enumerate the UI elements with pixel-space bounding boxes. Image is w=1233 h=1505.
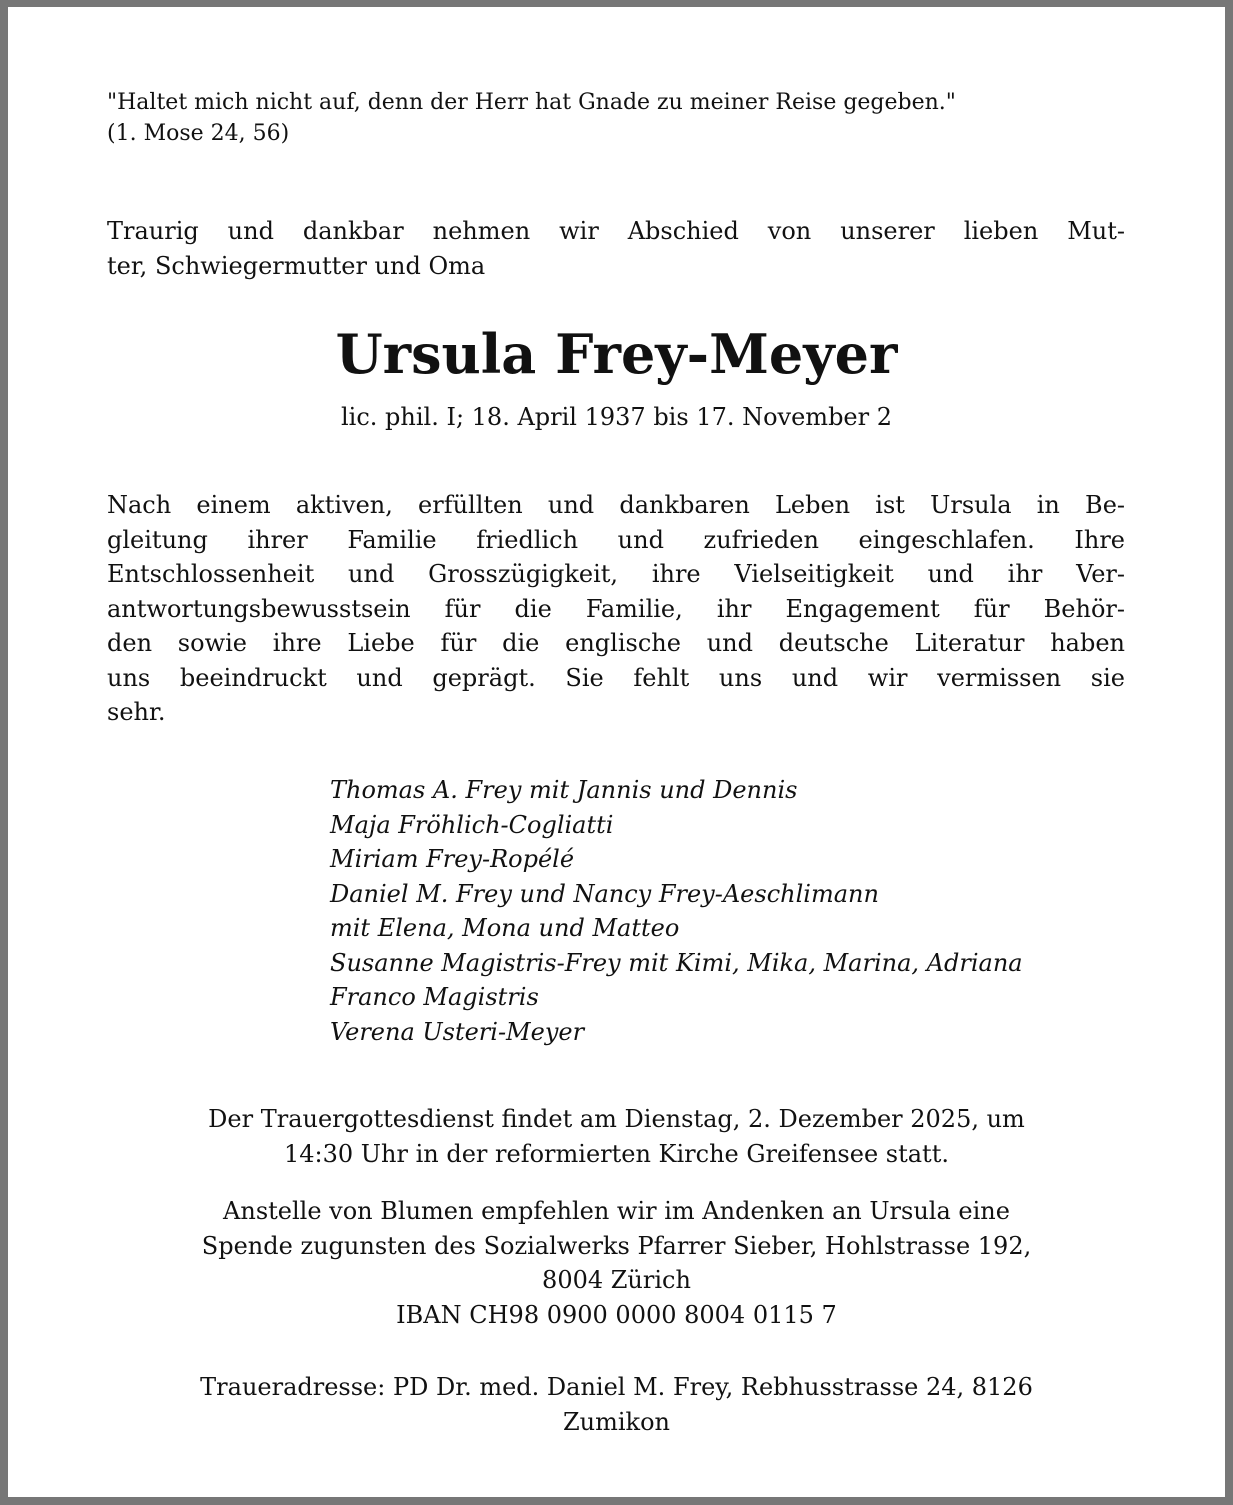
obituary-page bbox=[8, 7, 1225, 1497]
quote-text: "Haltet mich nicht auf, denn der Herr hat Gnade zu meiner Reise gegeben." bbox=[107, 90, 956, 115]
mourners-list bbox=[330, 773, 1023, 1049]
mourner: mit Elena, Mona und Matteo bbox=[330, 914, 680, 942]
tribute-line: sehr. bbox=[107, 698, 166, 726]
intro-line: Traurig und dankbar nehmen wir Abschied von unserer lieben Mut- bbox=[107, 217, 1125, 245]
mourner: Maja Fröhlich-Cogliatti bbox=[330, 810, 614, 839]
mourner: Verena Usteri-Meyer bbox=[330, 1017, 585, 1046]
mourner: Miriam Frey-Ropélé bbox=[330, 845, 575, 873]
tribute-line: den sowie ihre Liebe für die englische und deutsche Literatur haben bbox=[107, 629, 1125, 657]
tribute-line: uns beeindruckt und geprägt. Sie fehlt uns und wir vermissen sie bbox=[107, 663, 1125, 692]
deceased-name: Ursula Frey-Meyer bbox=[335, 322, 898, 386]
service-line: 14:30 Uhr in der reformierten Kirche Greifensee statt. bbox=[284, 1139, 949, 1168]
mourner: Thomas A. Frey mit Jannis und Dennis bbox=[330, 776, 798, 804]
service-info bbox=[8, 1102, 1225, 1171]
intro-line: ter, Schwiegermutter und Oma bbox=[107, 251, 486, 280]
iban: IBAN CH98 0900 0000 8004 0115 7 bbox=[396, 1300, 837, 1329]
mourner: Franco Magistris bbox=[330, 983, 539, 1011]
donation-line: 8004 Zürich bbox=[542, 1266, 691, 1294]
donation-info bbox=[8, 1194, 1225, 1332]
tribute-line: Nach einem aktiven, erfüllten und dankbaren Leben ist Ursula in Be- bbox=[107, 491, 1125, 519]
address-line: Zumikon bbox=[562, 1407, 670, 1436]
bible-quote bbox=[107, 87, 956, 149]
tribute-paragraph bbox=[107, 488, 1125, 730]
donation-line: Anstelle von Blumen empfehlen wir im Andenken an Ursula eine bbox=[223, 1197, 1010, 1225]
life-dates: lic. phil. I; 18. April 1937 bis 17. November 2 bbox=[340, 403, 892, 431]
address-line: Traueradresse: PD Dr. med. Daniel M. Frey, Rebhusstrasse 24, 8126 bbox=[200, 1373, 1033, 1401]
mourning-address bbox=[8, 1370, 1225, 1439]
donation-line: Spende zugunsten des Sozialwerks Pfarrer Sieber, Hohlstrasse 192, bbox=[201, 1231, 1032, 1260]
service-line: Der Trauergottesdienst findet am Dienstag, 2. Dezember 2025, um bbox=[208, 1105, 1025, 1133]
quote-reference: (1. Mose 24, 56) bbox=[107, 121, 290, 146]
mourner: Susanne Magistris-Frey mit Kimi, Mika, Marina, Adriana bbox=[330, 948, 1023, 977]
tribute-line: gleitung ihrer Familie friedlich und zufrieden eingeschlafen. Ihre bbox=[107, 525, 1125, 554]
intro-paragraph bbox=[107, 214, 1125, 283]
tribute-line: antwortungsbewusstsein für die Familie, ihr Engagement für Behör- bbox=[107, 594, 1125, 623]
mourner: Daniel M. Frey und Nancy Frey-Aeschlimann bbox=[330, 879, 879, 908]
tribute-line: Entschlossenheit und Grosszügigkeit, ihre Vielseitigkeit und ihr Ver- bbox=[107, 560, 1125, 588]
